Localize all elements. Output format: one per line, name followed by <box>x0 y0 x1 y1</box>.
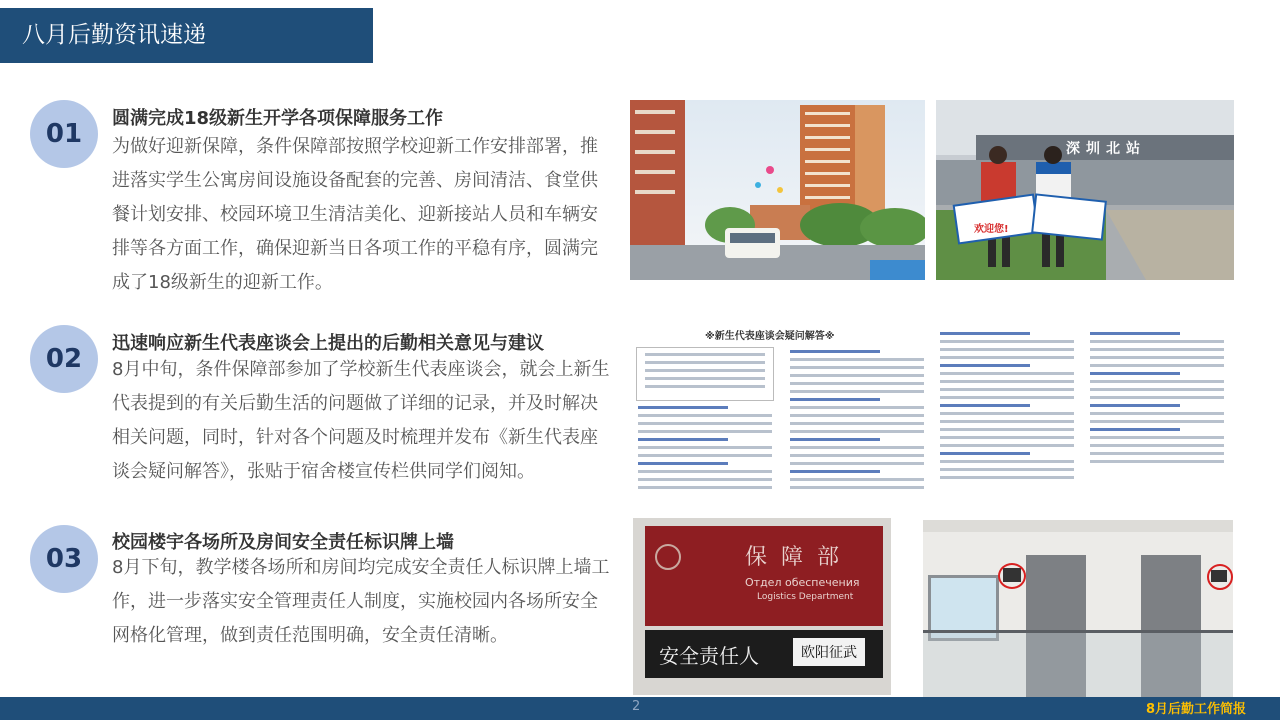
dept-name-ru: Отдел обеспечения <box>745 576 860 589</box>
person-name: 欧阳征武 <box>793 638 865 666</box>
glass-railing <box>923 633 1233 697</box>
safety-plate-photo <box>633 518 891 695</box>
item-number-badge: 03 <box>30 525 98 593</box>
role-label: 安全责任人 <box>659 644 759 668</box>
station-sign-text: 深圳北站 <box>1066 141 1146 157</box>
page-number: 2 <box>632 699 641 714</box>
role-plate <box>645 630 883 678</box>
dormitory-photo <box>630 100 925 280</box>
station-welcome-photo <box>936 100 1234 280</box>
highlight-circle <box>998 563 1026 589</box>
dept-name-en: Logistics Department <box>757 592 854 602</box>
item-title: 迅速响应新生代表座谈会上提出的后勤相关意见与建议 <box>112 333 544 354</box>
item-title: 圆满完成18级新生开学各项保障服务工作 <box>112 108 444 129</box>
document-column <box>630 345 780 489</box>
qa-document-title: ※新生代表座谈会疑问解答※ <box>705 331 835 342</box>
emblem-icon <box>655 544 681 570</box>
hallway-doors-photo <box>923 520 1233 697</box>
item-title: 校园楼宇各场所及房间安全责任标识牌上墙 <box>112 532 454 553</box>
document-column <box>932 327 1082 479</box>
qa-document-image <box>630 325 1234 515</box>
footer-label: 8月后勤工作简报 <box>1145 702 1246 717</box>
item-body: 8月下旬，教学楼各场所和房间均完成安全责任人标识牌上墙工作，进一步落实安全管理责任人制度，实施校园内各场所安全网格化管理，做到责任范围明确，安全责任清晰。 <box>112 557 610 646</box>
item-number-badge: 02 <box>30 325 98 393</box>
document-column <box>1082 327 1232 463</box>
document-column <box>782 345 932 489</box>
dept-name-cn: 保障部 <box>745 545 854 570</box>
welcome-banner-text: 欢迎您! <box>974 224 1009 235</box>
item-body: 为做好迎新保障，条件保障部按照学校迎新工作安排部署，推进落实学生公寓房间设施设备配套的完善、房间清洁、食堂供餐计划安排、校园环境卫生清洁美化、迎新接站人员和车辆安排等各方面工作，确保迎新当日各项工作的平稳有序，圆满完成了18级新生的迎新工作。 <box>112 136 598 293</box>
page-title: 八月后勤资讯速递 <box>0 8 373 63</box>
item-body: 8月中旬，条件保障部参加了学校新生代表座谈会，就会上新生代表提到的有关后勤生活的问题做了详细的记录，并及时解决相关问题，同时，针对各个问题及时梳理并发布《新生代表座谈会疑问解答》，张贴于宿舍楼宣传栏供同学们阅知。 <box>112 359 610 482</box>
highlight-circle <box>1207 564 1233 590</box>
dept-plate <box>645 526 883 626</box>
item-number-badge: 01 <box>30 100 98 168</box>
